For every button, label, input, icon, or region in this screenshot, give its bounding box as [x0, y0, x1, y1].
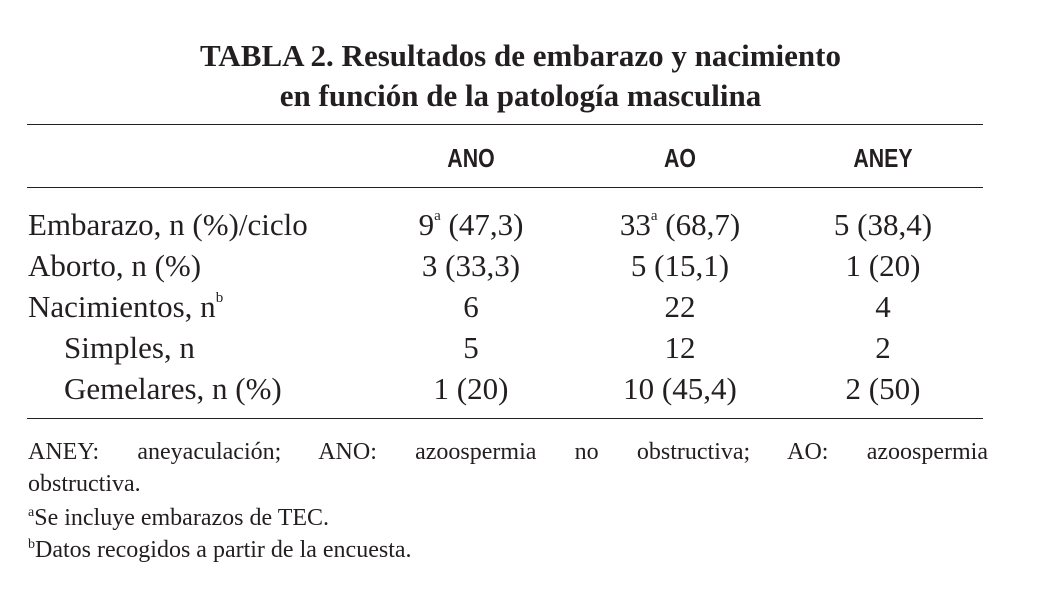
- table-title-line2: en función de la patología masculina: [279, 78, 762, 113]
- table-cell: 6: [463, 289, 479, 324]
- table-cell: 5 (15,1): [630, 248, 730, 283]
- table-cell: 5 (38,4): [833, 207, 933, 242]
- table-cell: 33$^a$ (68,7): [619, 207, 741, 242]
- table-cell: 5: [463, 330, 479, 365]
- row-label: Simples, n: [64, 330, 195, 365]
- table-row: [0, 368, 1041, 410]
- footnote-b: [28, 534, 988, 566]
- table-title-line1: TABLA 2. Resultados de embarazo y nacimiento: [200, 38, 841, 73]
- footnote-a-mark: a: [28, 505, 35, 520]
- header-rule: [27, 187, 983, 188]
- row-label: Aborto, n (%): [28, 248, 202, 283]
- column-header-ano: ANO: [447, 143, 495, 173]
- footnote-a-text: Se incluye embarazos de TEC.: [34, 505, 330, 531]
- top-rule: [27, 124, 983, 125]
- table-row: [0, 245, 1041, 287]
- table-cell: 3 (33,3): [421, 248, 521, 283]
- table-cell: 22: [664, 289, 696, 324]
- column-header-aney: ANEY: [853, 143, 913, 173]
- footnote-abbreviations: ANEY: aneyaculación; ANO: azoospermia no obstructiva; AO: azoospermia: [28, 439, 988, 465]
- table-cell: 12: [664, 330, 696, 365]
- bottom-rule: [27, 418, 983, 419]
- table-cell: 1 (20): [433, 371, 509, 406]
- row-label: Nacimientos, $n^b$: [28, 289, 224, 324]
- table-cell: 9$^a$ (47,3): [418, 207, 524, 242]
- footnote-b-mark: b: [28, 537, 35, 552]
- footnote-b-text: Datos recogidos a partir de la encuesta.: [35, 537, 412, 563]
- footnote-a: [28, 502, 988, 534]
- table-cell: 1 (20): [845, 248, 921, 283]
- table-row: [0, 327, 1041, 369]
- column-header-ao: AO: [664, 143, 696, 173]
- table-cell: 2 (50): [845, 371, 921, 406]
- table-row: [0, 286, 1041, 328]
- row-label: Embarazo, n (%)/ciclo: [28, 207, 308, 242]
- table-cell: 2: [875, 330, 891, 365]
- footnote-abbreviations-cont: obstructiva.: [28, 471, 141, 497]
- row-label: Gemelares, n (%): [64, 371, 282, 406]
- table-cell: 10 (45,4): [623, 371, 737, 406]
- table-row: [0, 204, 1041, 246]
- table-cell: 4: [875, 289, 891, 324]
